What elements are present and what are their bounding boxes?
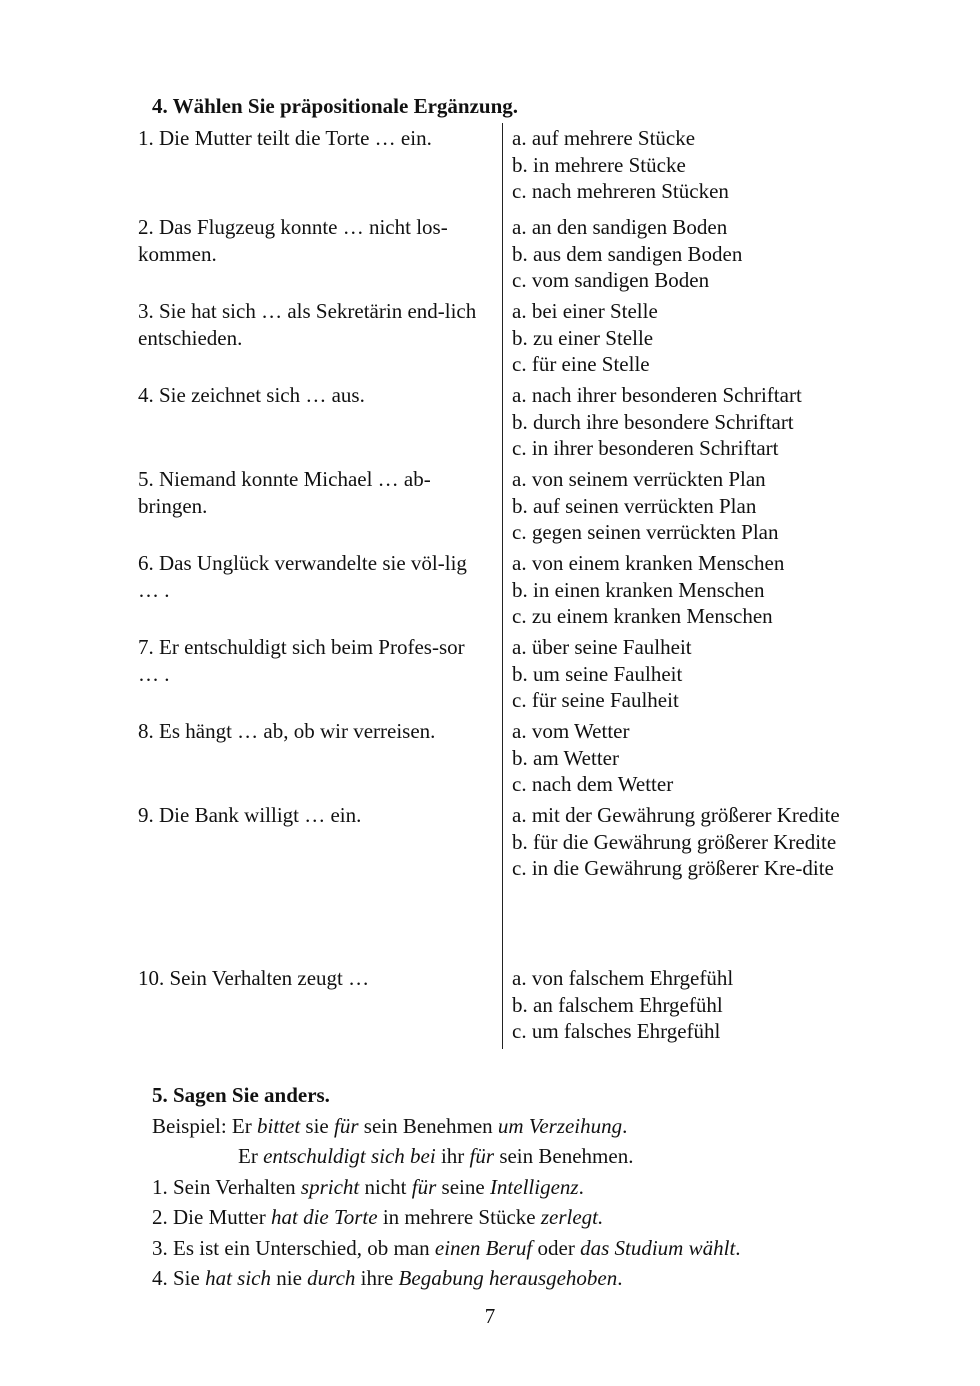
text: 1. Sein Verhalten — [152, 1174, 301, 1199]
option-1a: a. auf mehrere Stücke — [512, 126, 696, 150]
sentence-2 — [152, 1202, 852, 1233]
text: . — [578, 1174, 584, 1199]
italic-text: einen Beruf — [434, 1235, 533, 1260]
italic-text: zerlegt. — [540, 1205, 604, 1229]
italic-text: Intelligenz — [489, 1174, 579, 1199]
section-5-title: 5. Sagen Sie anders. — [152, 1083, 330, 1107]
sentence-4 — [152, 1263, 852, 1294]
text: Er — [226, 1113, 257, 1138]
question-9: 9. Die Bank willigt … ein. — [138, 803, 362, 827]
text: nie — [271, 1266, 308, 1290]
section-5 — [152, 1080, 852, 1294]
exercise-row-1 — [138, 125, 848, 214]
exercise-row-5 — [138, 466, 848, 550]
option-10b: b. an falschem Ehrgefühl — [512, 992, 723, 1017]
text: . — [622, 1113, 628, 1138]
option-2c: c. vom sandigen Boden — [512, 268, 710, 292]
exercise-row-7 — [138, 634, 848, 718]
question-3: 3. Sie hat sich … als Sekretärin end-lich entschieden. — [138, 299, 477, 350]
text: . — [735, 1235, 741, 1260]
italic-text: für — [334, 1113, 359, 1138]
text: sein Benehmen — [358, 1113, 498, 1138]
sentence-1 — [152, 1172, 852, 1203]
question-6: 6. Das Unglück verwandelte sie völ-lig … . — [138, 551, 467, 602]
option-6a: a. von einem kranken Menschen — [512, 551, 785, 575]
sentence-3 — [152, 1233, 852, 1264]
exercise-row-3 — [138, 298, 848, 382]
option-5c: c. gegen seinen verrückten Plan — [512, 520, 779, 544]
italic-text: für — [469, 1144, 495, 1168]
text: . — [617, 1266, 623, 1290]
option-7a: a. über seine Faulheit — [512, 635, 692, 659]
question-7: 7. Er entschuldigt sich beim Profes-sor … . — [138, 635, 465, 686]
text: 4. Sie — [152, 1266, 206, 1290]
exercise-4-table — [138, 125, 848, 1049]
option-4a: a. nach ihrer besonderen Schriftart — [512, 383, 802, 407]
italic-text: hat sich — [205, 1266, 272, 1290]
option-2b: b. aus dem sandigen Boden — [512, 241, 743, 266]
options-10 — [512, 965, 842, 1049]
page-number: 7 — [484, 1304, 496, 1328]
text: in mehrere Stücke — [377, 1205, 541, 1229]
option-5a: a. von seinem verrückten Plan — [512, 467, 766, 491]
question-2: 2. Das Flugzeug konnte … nicht los-kommen. — [138, 215, 448, 266]
options-7 — [512, 634, 842, 718]
option-3c: c. für eine Stelle — [512, 352, 650, 376]
question-8: 8. Es hängt … ab, ob wir verreisen. — [138, 719, 436, 743]
exercise-row-4 — [138, 382, 848, 466]
text: 3. Es ist ein Unterschied, ob man — [152, 1235, 435, 1260]
italic-text: durch — [307, 1266, 356, 1290]
question-4: 4. Sie zeichnet sich … aus. — [138, 383, 365, 407]
text: 2. Die Mutter — [152, 1205, 271, 1229]
text: nicht — [359, 1174, 412, 1199]
options-8 — [512, 718, 842, 802]
options-5 — [512, 466, 842, 550]
text: sie — [300, 1113, 334, 1138]
exercise-row-2 — [138, 214, 848, 298]
options-9 — [512, 802, 842, 965]
example-line-1 — [152, 1111, 852, 1142]
option-10a: a. von falschem Ehrgefühl — [512, 966, 734, 990]
option-1b: b. in mehrere Stücke — [512, 152, 686, 177]
option-7c: c. für seine Faulheit — [512, 688, 679, 712]
option-6c: c. zu einem kranken Menschen — [512, 604, 773, 628]
option-7b: b. um seine Faulheit — [512, 661, 683, 686]
section-4-title: 4. Wählen Sie präpositionale Ergänzung. — [152, 94, 519, 118]
option-3b: b. zu einer Stelle — [512, 325, 654, 350]
italic-text: entschuldigt sich bei — [263, 1144, 436, 1168]
text: oder — [532, 1235, 581, 1260]
text: Er — [238, 1144, 264, 1168]
example-label: Beispiel: — [152, 1113, 227, 1138]
example-line-2 — [152, 1141, 852, 1172]
italic-text: für — [411, 1174, 437, 1199]
italic-text: um Verzeihung — [497, 1113, 623, 1138]
option-9b: b. für die Gewährung größerer Kredite — [512, 829, 837, 854]
options-2 — [512, 214, 842, 298]
option-9a: a. mit der Gewährung größerer Kredite — [512, 803, 840, 827]
option-4b: b. durch ihre besondere Schriftart — [512, 409, 794, 434]
options-4 — [512, 382, 842, 466]
option-5b: b. auf seinen verrückten Plan — [512, 493, 757, 518]
italic-text: das Studium wählt — [580, 1235, 736, 1260]
options-6 — [512, 550, 842, 634]
exercise-row-9 — [138, 802, 848, 965]
text: ihre — [355, 1266, 399, 1290]
option-8a: a. vom Wetter — [512, 719, 630, 743]
italic-text: Begabung herausgehoben — [398, 1266, 618, 1290]
option-6b: b. in einen kranken Menschen — [512, 577, 765, 602]
question-10: 10. Sein Verhalten zeugt … — [138, 966, 370, 990]
option-9c: c. in die Gewährung größerer Kre-dite — [512, 856, 834, 880]
text: sein Benehmen. — [494, 1144, 634, 1168]
options-3 — [512, 298, 842, 382]
italic-text: spricht — [300, 1174, 360, 1199]
option-3a: a. bei einer Stelle — [512, 299, 658, 323]
option-1c: c. nach mehreren Stücken — [512, 179, 729, 203]
option-4c: c. in ihrer besonderen Schriftart — [512, 436, 779, 460]
question-1: 1. Die Mutter teilt die Torte … ein. — [138, 126, 432, 150]
italic-text: bittet — [257, 1113, 301, 1138]
option-8c: c. nach dem Wetter — [512, 772, 674, 796]
exercise-row-10 — [138, 965, 848, 1049]
option-2a: a. an den sandigen Boden — [512, 215, 728, 239]
options-1 — [512, 125, 842, 214]
italic-text: hat die Torte — [270, 1205, 378, 1229]
exercise-row-6 — [138, 550, 848, 634]
option-10c: c. um falsches Ehrgefühl — [512, 1019, 721, 1043]
option-8b: b. am Wetter — [512, 745, 619, 770]
exercise-row-8 — [138, 718, 848, 802]
text: ihr — [435, 1144, 470, 1168]
text: seine — [436, 1174, 490, 1199]
question-5: 5. Niemand konnte Michael … ab-bringen. — [138, 467, 431, 518]
